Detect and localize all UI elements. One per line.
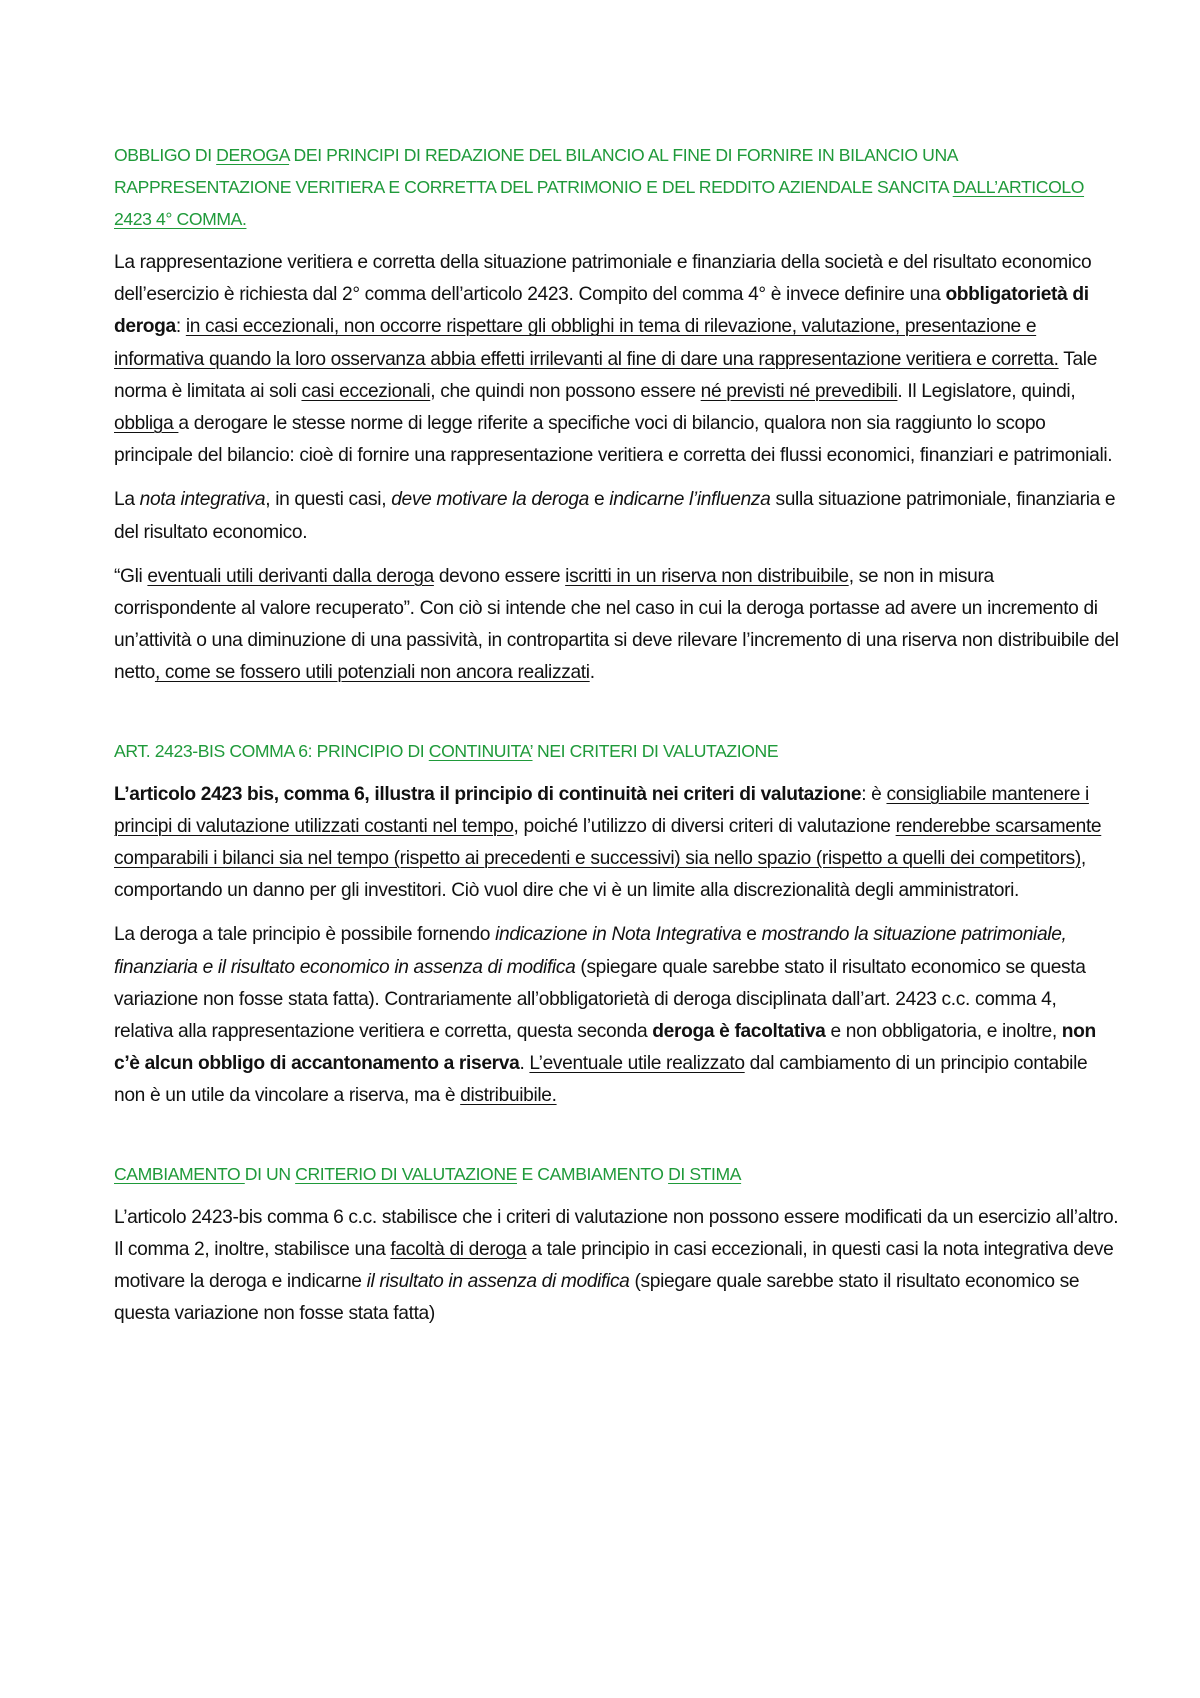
text-run: obbligatorietà di deroga — [114, 284, 1089, 338]
text-run: . Il Legislatore, quindi, — [897, 380, 1076, 402]
paragraph — [114, 247, 1120, 472]
text-run: , in questi casi, — [265, 489, 392, 511]
text-run: , poiché l’utilizzo di diversi criteri di valutazione — [513, 815, 896, 837]
text-run: L’articolo 2423-bis comma 6 c.c. stabilisce che i criteri di valutazione non possono essere modificati da un esercizio all’altro. Il comma 2, inoltre, stabilisce una — [114, 1206, 1119, 1260]
text-run: “Gli — [114, 565, 148, 587]
text-run: Tale norma è limitata ai soli — [114, 348, 1098, 402]
text-run: e non obbligatoria, e inoltre, — [825, 1021, 1062, 1043]
text-run: DALL’ARTICOLO 2423 4° COMMA. — [114, 177, 1085, 229]
text-run: il risultato in assenza di modifica — [366, 1271, 630, 1293]
text-run: . — [519, 1053, 530, 1075]
text-run: DI STIMA — [668, 1163, 742, 1184]
text-run: ART. 2423-BIS COMMA 6: PRINCIPIO DI — [114, 740, 429, 761]
text-run: La — [114, 489, 140, 511]
section-spacer — [114, 702, 1120, 735]
text-run: e — [589, 489, 610, 511]
text-run: facoltà di deroga — [390, 1238, 527, 1260]
text-run: , che quindi non possono essere — [430, 380, 701, 402]
text-run: : — [175, 316, 186, 338]
text-run: CAMBIAMENTO — [114, 1163, 245, 1184]
text-run: mostrando la situazione patrimoniale, finanziaria e il risultato economico in assenza di modifica — [114, 924, 1067, 978]
text-run: (spiegare quale sarebbe stato il risultato economico se questa variazione non fosse stata fatta) — [114, 1271, 1080, 1325]
paragraph — [114, 919, 1120, 1112]
text-run: iscritti in un riserva non distribuibile — [565, 565, 849, 587]
text-run: indicazione in Nota Integrativa — [495, 924, 742, 946]
text-run: DI UN — [244, 1163, 296, 1184]
text-run: a derogare le stesse norme di legge riferite a specifiche voci di bilancio, qualora non sia raggiunto lo scopo principale del bilancio: cioè di fornire una rappresentazione veritiera e corretta dei flussi economici, finanziari e patrimoniali. — [114, 413, 1113, 467]
text-run: non c’è alcun obbligo di accantonamento a riserva — [114, 1021, 1096, 1075]
paragraph — [114, 484, 1120, 548]
text-run: , come se fossero utili potenziali non ancora realizzati — [154, 662, 590, 684]
text-run: dal cambiamento di un principio contabile non è un utile da vincolare a riserva, ma è — [114, 1053, 1088, 1107]
text-run: DEI PRINCIPI DI REDAZIONE DEL BILANCIO AL FINE DI FORNIRE IN BILANCIO UNA RAPPRESENTAZIONE VERITIERA E CORRETTA DEL PATRIMONIO E DEL REDDITO AZIENDALE SANCITA — [114, 145, 958, 197]
paragraph — [114, 1202, 1120, 1331]
text-run: L’eventuale utile realizzato — [529, 1053, 745, 1075]
text-run: renderebbe scarsamente comparabili i bilanci sia nel tempo (rispetto ai precedenti e successivi) sia nello spazio (rispetto a quelli dei competitors) — [114, 815, 1102, 870]
text-run: E CAMBIAMENTO — [516, 1163, 669, 1184]
text-run: La rappresentazione veritiera e corretta della situazione patrimoniale e finanziaria della società e del risultato economico dell’esercizio è richiesta dal 2° comma dell’articolo 2423. Compito del comma 4° è invece definire una — [114, 252, 1092, 306]
text-run: (spiegare quale sarebbe stato il risultato economico se questa variazione non fosse stata fatta). Contrariamente all’obbligatorietà di deroga disciplinata dall’art. 2423 c.c. comma 4, relativa alla rappresentazione veritiera e corretta, questa seconda — [114, 956, 1086, 1043]
text-run: deroga è facoltativa — [652, 1021, 826, 1043]
text-run: consigliabile mantenere i principi di valutazione utilizzati costanti nel tempo — [114, 783, 1089, 837]
text-run: NEI CRITERI DI VALUTAZIONE — [532, 740, 779, 761]
text-run: né previsti né prevedibili — [700, 380, 898, 402]
text-run: casi eccezionali — [301, 380, 431, 402]
section-heading — [114, 139, 1120, 235]
text-run: CONTINUITA’ — [428, 740, 533, 761]
text-run: . — [589, 662, 595, 684]
text-run: a tale principio in casi eccezionali, in questi casi la nota integrativa deve motivare la deroga e indicarne — [114, 1238, 1114, 1293]
text-run: distribuibile. — [460, 1085, 557, 1107]
text-run: : è — [861, 783, 887, 805]
text-run: in casi eccezionali, non occorre rispettare gli obblighi in tema di rilevazione, valutazione, presentazione e informativa quando la loro osservanza abbia effetti irrilevanti al fine di dare una rappresentazione veritiera e corretta. — [114, 316, 1059, 370]
text-run: OBBLIGO DI — [114, 145, 217, 165]
text-run: indicarne l’influenza — [609, 489, 771, 511]
text-run: deve motivare la deroga — [391, 489, 589, 511]
text-run: sulla situazione patrimoniale, finanziaria e del risultato economico. — [114, 489, 1116, 543]
section-heading — [114, 735, 1120, 767]
section-heading — [114, 1158, 1120, 1190]
text-run: , se non in misura corrispondente al valore recuperato”. Con ciò si intende che nel caso in cui la deroga portasse ad avere un incremento di un’attività o una diminuzione di una passività, in contropartita si deve rilevare l’incremento di una riserva non distribuibile del netto — [114, 565, 1119, 684]
text-run: CRITERIO DI VALUTAZIONE — [295, 1163, 517, 1184]
text-run: L’articolo 2423 bis, comma 6, illustra il principio di continuità nei criteri di valutazione — [114, 783, 862, 805]
text-run: nota integrativa — [139, 489, 266, 511]
text-run: obbliga — [114, 413, 179, 435]
text-run: , comportando un danno per gli investitori. Ciò vuol dire che vi è un limite alla discrezionalità degli amministratori. — [114, 848, 1086, 902]
text-run: eventuali utili derivanti dalla deroga — [147, 565, 434, 587]
section-spacer — [114, 1125, 1120, 1158]
paragraph — [114, 779, 1120, 908]
paragraph — [114, 561, 1120, 690]
text-run: La deroga a tale principio è possibile fornendo — [114, 924, 496, 946]
text-run: DEROGA — [216, 145, 290, 165]
text-run: devono essere — [433, 565, 566, 587]
text-run: e — [741, 924, 762, 946]
